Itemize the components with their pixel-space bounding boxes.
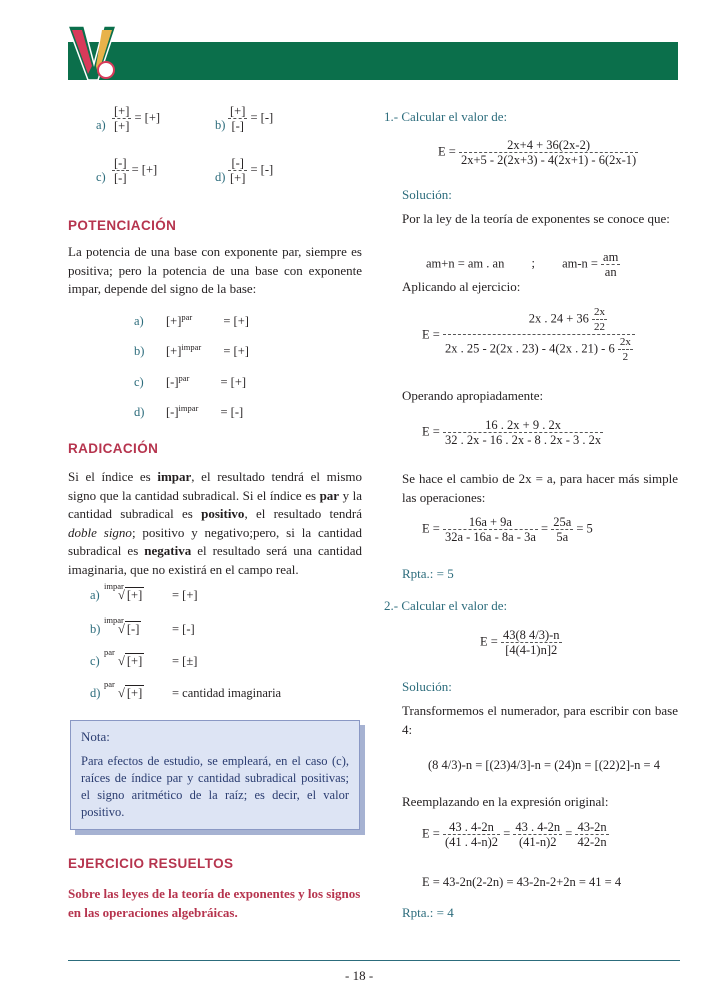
pot-row-label: a): [134, 314, 144, 328]
rad-index: impar: [104, 581, 124, 591]
rad-row-a: [90, 581, 198, 602]
rad-text-part: , el resultado tendrá: [244, 506, 362, 521]
problem-1-title: 1.- Calcular el valor de:: [384, 109, 508, 124]
rad-row-res: = cantidad imaginaria: [172, 686, 282, 700]
rad-row-res: = [-]: [172, 622, 195, 636]
note-title: Nota:: [81, 729, 110, 744]
step2-p2-expression: E = $\frac{43 . 4-2n}{(41 . 4-n)2}$ = $\frac{43 . 4-2n}{(41-n)2}$ = $\frac{43-2n}{42-2n}$: [422, 820, 607, 849]
step3-num: 16a + 9a: [443, 515, 538, 530]
rad-row-res: = [±]: [172, 654, 198, 668]
radicand: [-]: [126, 622, 140, 636]
e-equals: E =: [422, 424, 440, 439]
rad-index: impar: [104, 615, 124, 625]
sign-d-den: [+]: [230, 171, 246, 185]
p1-den: 2x+5 - 2(2x+3) - 4(2x+1) - 6(2x-1): [460, 153, 637, 167]
problem-2-expression: [480, 628, 562, 657]
radicacion-text: [68, 468, 362, 579]
pot-row-res: = [-]: [220, 405, 244, 419]
sign-rule-b: [228, 104, 273, 133]
operando-label: Operando apropiadamente:: [402, 388, 544, 403]
sign-rule-c-label: c): [96, 170, 106, 184]
sign-b-den: [-]: [231, 119, 244, 133]
problem-1-expression: [438, 138, 638, 167]
radical-icon: impar √ [+]: [104, 581, 143, 602]
e-equals: E =: [422, 826, 440, 841]
solution-1-text: Por la ley de la teoría de exponentes se conoce que:: [402, 211, 670, 226]
header-band: [68, 42, 678, 80]
sign-a-res: = [+]: [134, 110, 161, 125]
p2-step2-den2: (41-n)2: [519, 835, 557, 849]
step3-expression: [422, 515, 593, 544]
sign-c-num: [-]: [114, 156, 127, 170]
e-equals: E =: [438, 144, 456, 159]
p2-num: 43(8 4/3)-n: [502, 628, 560, 642]
sign-rule-c: [112, 156, 157, 185]
note-box: [70, 720, 360, 830]
rad-row-res: = [+]: [172, 588, 198, 602]
potenciacion-heading: POTENCIACIÓN: [68, 218, 177, 233]
sign-d-num: [-]: [228, 156, 247, 171]
step-base4: (8 4/3)-n = [(23)4/3]-n = (24)n = [(22)2]-n = 4: [428, 758, 660, 772]
reemplazando-label: Reemplazando en la expresión original:: [402, 794, 609, 809]
rad-text-part: el resultado será una cantidad imaginaria, que no existirá en el campo real.: [68, 543, 362, 577]
p2-step2-den3: 42-2n: [577, 835, 607, 849]
p2-den: [4(4-1)n]2: [505, 643, 558, 657]
sign-rule-d-label: d): [215, 170, 226, 184]
potenciacion-text: La potencia de una base con exponente par, siempre es positiva; pero la potencia de una base con exponente impar, depende del signo de la base:: [68, 244, 362, 296]
sign-rule-d: [228, 156, 273, 185]
pot-row-a: a) [+]par = [+]: [134, 311, 249, 328]
sign-a-den: [+]: [114, 119, 130, 133]
pot-row-d: d) [-]impar = [-]: [134, 402, 244, 419]
step1-den-frac-n: 2x: [619, 336, 631, 348]
rad-text-italic: doble signo: [68, 524, 132, 540]
sign-rule-a-label: a): [96, 118, 106, 132]
rad-text-bold: par: [319, 487, 340, 503]
rad-row-b: [90, 615, 195, 636]
footer-rule: [68, 960, 680, 961]
sign-b-res: = [-]: [250, 110, 274, 125]
pot-row-res: = [+]: [223, 314, 249, 328]
p2-step2-num2: 43 . 4-2n: [515, 820, 561, 834]
pot-row-c: c) [-]par = [+]: [134, 372, 247, 389]
sign-d-res: = [-]: [250, 162, 274, 177]
pot-row-res: = [+]: [220, 375, 247, 389]
sign-a-num: [+]: [114, 104, 130, 118]
rad-index: par: [104, 647, 115, 657]
sign-rule-a: [112, 104, 160, 133]
step1-num-frac-d: 22: [594, 321, 606, 333]
step1-den: 2x . 25 - 2(2x . 23) - 4(2x . 21) - 6: [444, 341, 615, 356]
cambio-text: Se hace el cambio de 2x = a, para hacer más simple las operaciones:: [402, 471, 678, 505]
step2-num: 16 . 2x + 9 . 2x: [443, 418, 603, 433]
page-number: - 18 -: [345, 968, 374, 983]
step1-num-frac-n: 2x: [594, 306, 606, 318]
sign-c-res: = [+]: [131, 162, 158, 177]
sign-rule-b-label: b): [215, 118, 226, 132]
rad-index: par: [104, 679, 115, 689]
p1-num: 2x+4 + 36(2x-2): [459, 138, 638, 153]
radical-icon: impar √ [-]: [104, 615, 140, 636]
e-equals: E =: [422, 521, 440, 536]
solution-1-label: Solución:: [402, 187, 452, 202]
sign-b-num: [+]: [230, 104, 246, 118]
pot-row-b: b) [+]impar = [+]: [134, 341, 249, 358]
step2-den: 32 . 2x - 16 . 2x - 8 . 2x - 3 . 2x: [444, 433, 602, 447]
p2-step2-den1: (41 . 4-n)2: [444, 835, 499, 849]
rad-text-bold: positivo: [201, 506, 245, 521]
radicand: [+]: [126, 588, 143, 602]
e-equals: E =: [480, 634, 498, 649]
rad-text-bold: negativa: [144, 543, 192, 558]
rad-text-part: y la cantidad subradical es: [68, 487, 362, 521]
rad-row-label: d): [90, 686, 101, 700]
law-quotient-den: an: [604, 265, 617, 279]
aplicando-label: Aplicando al ejercicio:: [402, 279, 521, 294]
rad-text-bold: impar: [157, 469, 192, 484]
pot-row-base: [-]: [166, 405, 179, 419]
exponent-laws: [426, 250, 620, 279]
pot-row-base: [+]: [166, 344, 182, 358]
solution-2-label: Solución:: [402, 679, 452, 694]
radicand: [+]: [126, 686, 143, 700]
p2-step2-num3: 43-2n: [577, 820, 607, 834]
step3-eq: =: [541, 521, 549, 536]
step1-den-frac-d: 2: [622, 351, 629, 363]
e-equals: E =: [422, 327, 440, 342]
step1-expression: [422, 305, 635, 364]
rad-text-part: , el resultado tendrá el mismo signo que la cantidad subradical. Si el índice es: [68, 469, 362, 503]
radicand: [+]: [126, 654, 143, 668]
step2-expression: [422, 418, 603, 447]
step1-num: 2x . 24 + 36: [528, 311, 589, 326]
radical-icon: par √ [+]: [104, 679, 143, 700]
step3-p2: E = 43-2n(2-2n) = 43-2n-2+2n = 41 = 4: [422, 875, 622, 889]
pot-row-res: = [+]: [223, 344, 249, 358]
answer-1: Rpta.: = 5: [402, 566, 454, 581]
ejercicios-heading: EJERCICIO RESUELTOS: [68, 856, 234, 871]
step3-den: 32a - 16a - 8a - 3a: [444, 530, 536, 544]
rad-row-d: [90, 679, 282, 700]
rad-row-label: c): [90, 654, 100, 668]
step3-res: = 5: [576, 521, 593, 536]
pot-row-base: [+]: [166, 314, 182, 328]
rad-text-part: Si el índice es: [68, 469, 158, 484]
law-separator: ;: [531, 256, 535, 271]
law-quotient-left: am-n =: [562, 256, 598, 271]
radicacion-heading: RADICACIÓN: [68, 441, 159, 456]
radical-icon: par √ [+]: [104, 647, 143, 668]
pot-row-base: [-]: [166, 375, 179, 389]
pot-row-label: d): [134, 405, 145, 419]
step3-num2: 25a: [553, 515, 572, 529]
solution-2-text: Transformemos el numerador, para escribir con base 4:: [402, 703, 678, 737]
v-logo-icon: [66, 20, 118, 84]
answer-2: Rpta.: = 4: [402, 905, 454, 920]
step3-den2: 5a: [556, 530, 569, 544]
pot-row-label: b): [134, 344, 145, 358]
ejercicios-subtitle: Sobre las leyes de la teoría de exponentes y los signos en las operaciones algebráicas.: [68, 886, 361, 920]
pot-row-label: c): [134, 375, 144, 389]
p2-step2-num1: 43 . 4-2n: [443, 820, 500, 835]
rad-row-label: b): [90, 622, 101, 636]
note-body: Para efectos de estudio, se empleará, en el caso (c), raíces de índice par y cantidad subradical positivas; el signo aritmético de la raíz; es decir, el valor positivo.: [81, 754, 349, 819]
rad-row-c: [90, 647, 198, 668]
sign-c-den: [-]: [114, 171, 127, 185]
rad-text-part: ; positivo y negativo;pero, si la cantidad subradical es: [68, 524, 362, 558]
law-quotient-num: am: [603, 250, 619, 264]
problem-2-title: 2.- Calcular el valor de:: [384, 598, 508, 613]
law-product: am+n = am . an: [426, 256, 505, 271]
rad-row-label: a): [90, 588, 100, 602]
